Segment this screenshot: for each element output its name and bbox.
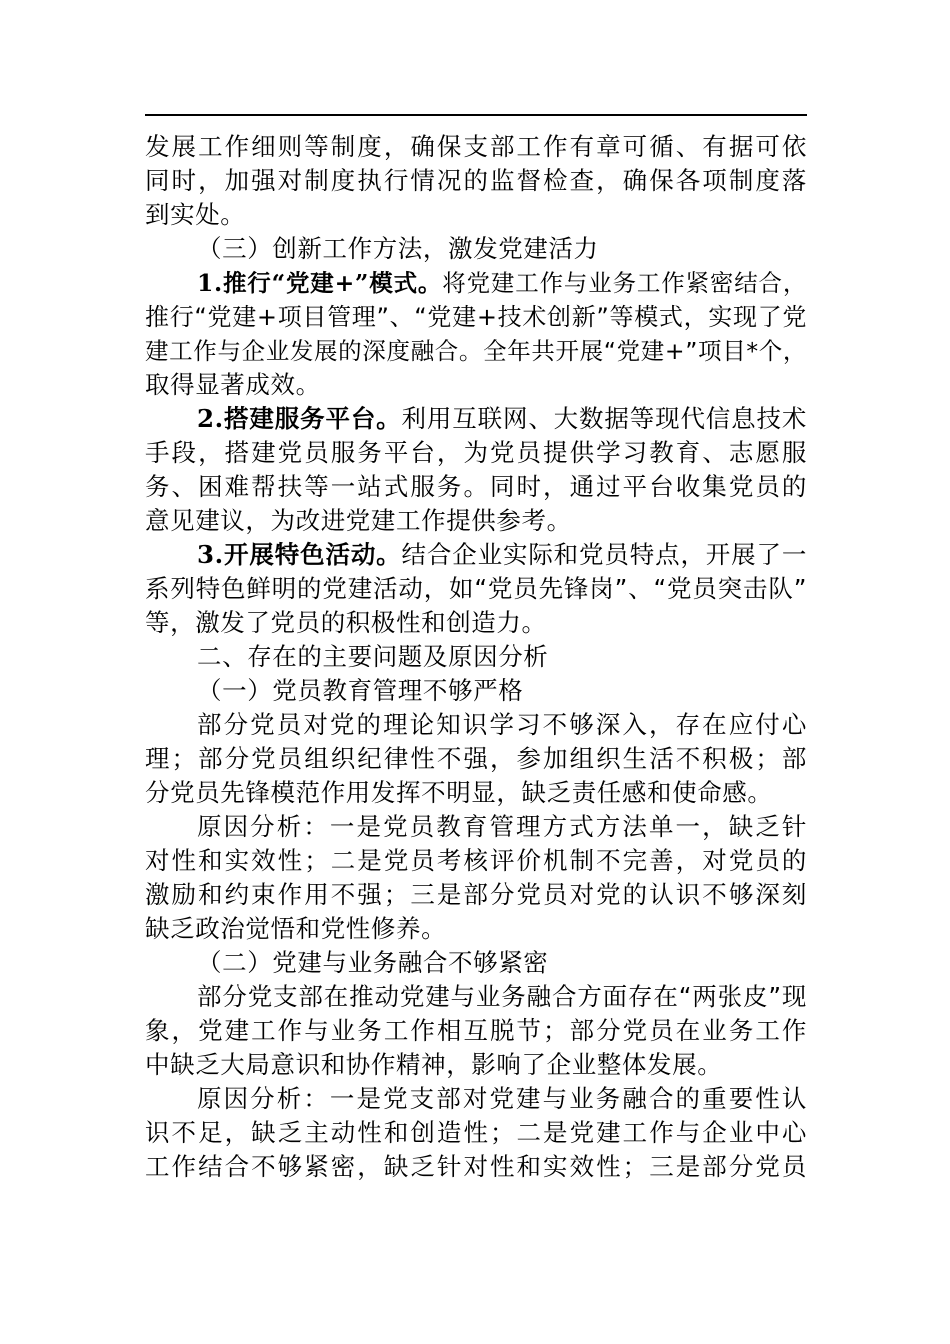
text-line: 原因分析：一是党员教育管理方式方法单一，缺乏针 [197, 812, 807, 841]
document-body [145, 130, 807, 1184]
text-run: 结合企业实际和党员特点，开展了一 [401, 540, 807, 569]
section-heading: 二、存在的主要问题及原因分析 [197, 642, 549, 671]
text-line: 分党员先锋模范作用发挥不明显，缺乏责任感和使命感。 [145, 778, 773, 807]
text-line: 部分党支部在推动党建与业务融合方面存在“两张皮”现 [197, 982, 807, 1011]
text-line [145, 538, 807, 572]
text-line: 务、困难帮扶等一站式服务。同时，通过平台收集党员的 [145, 472, 807, 501]
text-line: 等，激发了党员的积极性和创造力。 [145, 608, 547, 637]
text-line: 缺乏政治觉悟和党性修养。 [145, 914, 447, 943]
header-rule [145, 114, 807, 116]
text-line: 建工作与企业发展的深度融合。全年共开展“党建+”项目*个， [145, 337, 807, 365]
bold-lead: 2.搭建服务平台。 [197, 404, 402, 433]
text-line [145, 402, 807, 436]
text-line [145, 266, 807, 300]
text-line: 对性和实效性；二是党员考核评价机制不完善，对党员的 [145, 846, 807, 875]
text-line: 到实处。 [145, 200, 246, 229]
text-line: 中缺乏大局意识和协作精神，影响了企业整体发展。 [145, 1050, 723, 1079]
bold-lead: 3.开展特色活动。 [197, 540, 402, 569]
text-line: 工作结合不够紧密，缺乏针对性和实效性；三是部分党员 [145, 1152, 807, 1181]
section-heading: （二）党建与业务融合不够紧密 [197, 948, 549, 977]
text-line: 理；部分党员组织纪律性不强，参加组织生活不积极；部 [145, 744, 807, 773]
text-run: 将党建工作与业务工作紧密结合， [442, 269, 807, 297]
text-line: 推行“党建+项目管理”、“党建+技术创新”等模式，实现了党 [145, 303, 807, 331]
text-line: 识不足，缺乏主动性和创造性；二是党建工作与企业中心 [145, 1118, 807, 1147]
text-line: 同时，加强对制度执行情况的监督检查，确保各项制度落 [145, 166, 807, 195]
text-line: 原因分析：一是党支部对党建与业务融合的重要性认 [197, 1084, 807, 1113]
text-line: 部分党员对党的理论知识学习不够深入，存在应付心 [197, 710, 807, 739]
section-heading: （一）党员教育管理不够严格 [197, 676, 524, 705]
text-line: 取得显著成效。 [145, 370, 321, 399]
section-heading: （三）创新工作方法，激发党建活力 [197, 234, 599, 263]
text-line: 系列特色鲜明的党建活动，如“党员先锋岗”、“党员突击队” [145, 574, 807, 603]
text-line: 意见建议，为改进党建工作提供参考。 [145, 506, 572, 535]
text-line: 象，党建工作与业务工作相互脱节；部分党员在业务工作 [145, 1016, 807, 1045]
text-line: 发展工作细则等制度，确保支部工作有章可循、有据可依 [145, 132, 807, 161]
text-run: 利用互联网、大数据等现代信息技术 [401, 404, 807, 433]
text-line: 手段，搭建党员服务平台，为党员提供学习教育、志愿服 [145, 438, 807, 467]
bold-lead: 1.推行“党建+”模式。 [197, 269, 443, 297]
text-line: 激励和约束作用不强；三是部分党员对党的认识不够深刻 [145, 880, 807, 909]
